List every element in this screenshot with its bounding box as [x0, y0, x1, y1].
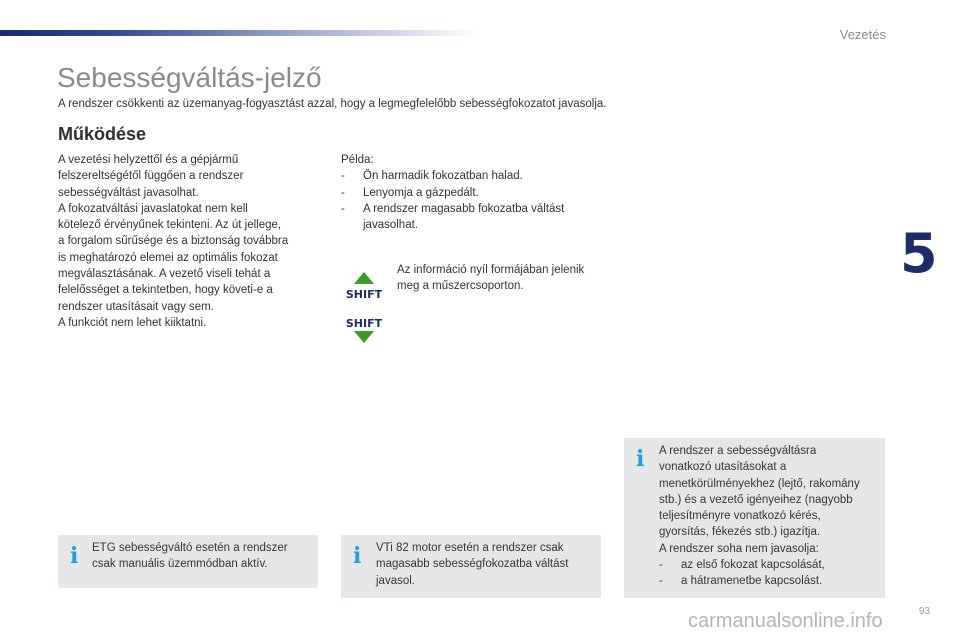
description-text — [58, 152, 318, 331]
info-line: magasabb sebességfokozatba váltást — [376, 558, 569, 571]
info-line: javasol. — [376, 574, 415, 587]
body-line: a forgalom sűrűsége és a biztonság továbbra — [58, 235, 289, 248]
info-icon: i — [70, 543, 79, 569]
header-gradient-bar — [0, 30, 480, 36]
info-line: gyorsítás, fékezés stb.) igazítja. — [659, 526, 821, 539]
info-list-item: - a hátramenetbe kapcsolást. — [659, 573, 881, 589]
info-line: ETG sebességváltó esetén a rendszer — [92, 542, 288, 554]
body-line: kötelező érvényűnek tekinteni. Az út jellege, — [58, 219, 282, 232]
page-number: 93 — [918, 606, 930, 617]
info-text — [659, 443, 881, 590]
body-line: rendszer utasításait vagy sem. — [58, 300, 214, 313]
example-label: Példa: — [341, 154, 374, 166]
info-icon: i — [353, 543, 362, 569]
intro-text: A rendszer csökkenti az üzemanyag-fogyasztást azzal, hogy a legmegfelelőbb sebességfokozatot javasolja. — [58, 98, 607, 110]
info-text — [376, 540, 596, 589]
info-box-system — [624, 438, 885, 598]
info-line: teljesítményre vonatkozó kérés, — [659, 510, 821, 523]
body-line: A funkciót nem lehet kiiktatni. — [58, 316, 207, 329]
shift-note-line: Az információ nyíl formájában jelenik — [397, 264, 585, 276]
shift-down-arrow-icon — [354, 331, 374, 343]
example-block — [341, 152, 601, 233]
info-icon: i — [636, 446, 645, 472]
watermark: carmanualsonline.info — [688, 610, 883, 632]
example-list — [341, 168, 601, 233]
body-line: is meghatározó elemei az optimális fokozat — [58, 251, 278, 264]
example-item: - Lenyomja a gázpedált. — [341, 185, 601, 201]
info-list-item: - az első fokozat kapcsolását, — [659, 557, 881, 573]
shift-up-arrow-icon — [354, 272, 374, 284]
info-list — [659, 557, 881, 590]
info-box-vti — [341, 535, 601, 598]
info-line: csak manuális üzemmódban aktív. — [92, 558, 268, 571]
shift-down-label: SHIFT — [345, 317, 383, 330]
section-label: Vezetés — [839, 27, 886, 42]
page-title: Sebességváltás-jelző — [57, 62, 322, 93]
body-line: A fokozatváltási javaslatokat nem kell — [58, 202, 248, 215]
body-line: sebességváltást javasolhat. — [58, 186, 199, 199]
body-line: A vezetési helyzettől és a gépjármű — [58, 154, 239, 166]
body-line: megválasztásának. A vezető viseli tehát a — [58, 268, 271, 281]
info-line: A rendszer soha nem javasolja: — [659, 542, 819, 555]
example-item: - A rendszer magasabb fokozatba váltást javasolhat. — [341, 201, 601, 234]
info-line: A rendszer a sebességváltásra — [659, 445, 817, 457]
section-subtitle: Működése — [58, 124, 147, 144]
info-line: VTi 82 motor esetén a rendszer csak — [376, 542, 564, 554]
info-line: vonatkozó utasításokat a — [659, 461, 787, 474]
body-line: felszereltségétől függően a rendszer — [58, 170, 244, 183]
shift-note — [397, 262, 607, 295]
chapter-number: 5 — [900, 222, 938, 285]
shift-up-label: SHIFT — [345, 288, 383, 301]
body-line: felelősséget a tekintetben, hogy követi-e a — [58, 284, 273, 297]
info-line: menetkörülményekhez (lejtő, rakomány — [659, 477, 860, 490]
shift-indicator-icon — [343, 270, 385, 344]
info-text — [92, 540, 312, 573]
info-line: stb.) és a vezető igényeihez (nagyobb — [659, 493, 853, 506]
info-box-etg — [58, 535, 318, 588]
example-item: - Ön harmadik fokozatban halad. — [341, 168, 601, 184]
shift-note-line: meg a műszercsoporton. — [397, 280, 524, 293]
